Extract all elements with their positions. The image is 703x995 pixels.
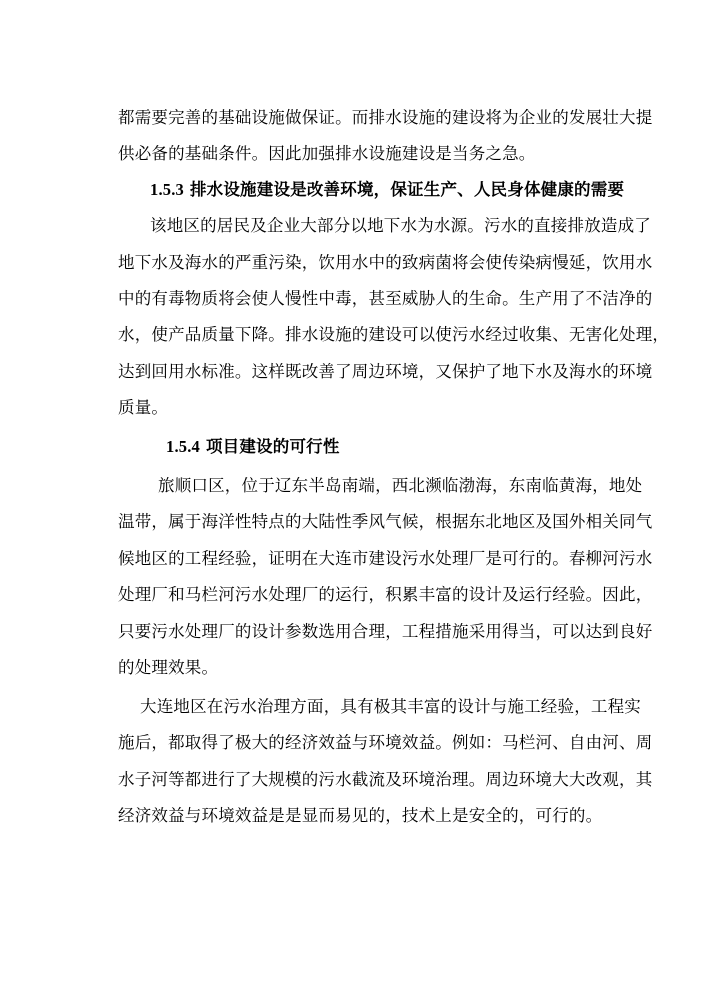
- section-heading-1-5-4: [166, 437, 340, 457]
- p3-line-1: 旅顺口区，位于辽东半岛南端，西北濒临渤海，东南临黄海，地处: [158, 476, 643, 495]
- p4-line-2: 施后，都取得了极大的经济效益与环境效益。例如：马栏河、自由河、周: [118, 733, 653, 752]
- heading-title: 项目建设的可行性: [205, 437, 340, 456]
- p3-line-6: 的处理效果。: [118, 658, 219, 677]
- p2-line-6: 质量。: [118, 398, 169, 417]
- p2-line-3: 中的有毒物质将会使人慢性中毒，甚至威胁人的生命。生产用了不洁净的: [118, 289, 653, 308]
- p2-line-1: 该地区的居民及企业大部分以地下水为水源。污水的直接排放造成了: [150, 216, 651, 235]
- p4-line-4: 经济效益与环境效益是是显而易见的，技术上是安全的，可行的。: [118, 806, 603, 825]
- p3-line-2: 温带，属于海洋性特点的大陆性季风气候，根据东北地区及国外相关同气: [118, 512, 653, 531]
- p3-line-4: 处理厂和马栏河污水处理厂的运行，积累丰富的设计及运行经验。因此，: [118, 585, 653, 604]
- p2-line-2: 地下水及海水的严重污染，饮用水中的致病菌将会使传染病慢延，饮用水: [118, 253, 653, 272]
- p2-line-5: 达到回用水标准。这样既改善了周边环境，又保护了地下水及海水的环境: [118, 362, 653, 381]
- p3-line-5: 只要污水处理厂的设计参数选用合理，工程措施采用得当，可以达到良好: [118, 622, 653, 641]
- heading-number: 1.5.4: [166, 437, 200, 456]
- p4-line-3: 水子河等都进行了大规模的污水截流及环境治理。周边环境大大改观，其: [118, 770, 653, 789]
- section-heading-1-5-3: [150, 180, 624, 200]
- heading-title: 排水设施建设是改善环境，保证生产、人民身体健康的需要: [189, 180, 625, 199]
- p3-line-3: 候地区的工程经验，证明在大连市建设污水处理厂是可行的。春柳河污水: [118, 549, 653, 568]
- p4-line-1: 大连地区在污水治理方面，具有极其丰富的设计与施工经验，工程实: [140, 697, 641, 716]
- heading-number: 1.5.3: [150, 180, 184, 199]
- p2-line-4: 水，使产品质量下降。排水设施的建设可以使污水经过收集、无害化处理，: [118, 325, 670, 344]
- p1-line-2: 供必备的基础条件。因此加强排水设施建设是当务之急。: [118, 144, 536, 163]
- p1-line-1: 都需要完善的基础设施做保证。而排水设施的建设将为企业的发展壮大提: [118, 108, 653, 127]
